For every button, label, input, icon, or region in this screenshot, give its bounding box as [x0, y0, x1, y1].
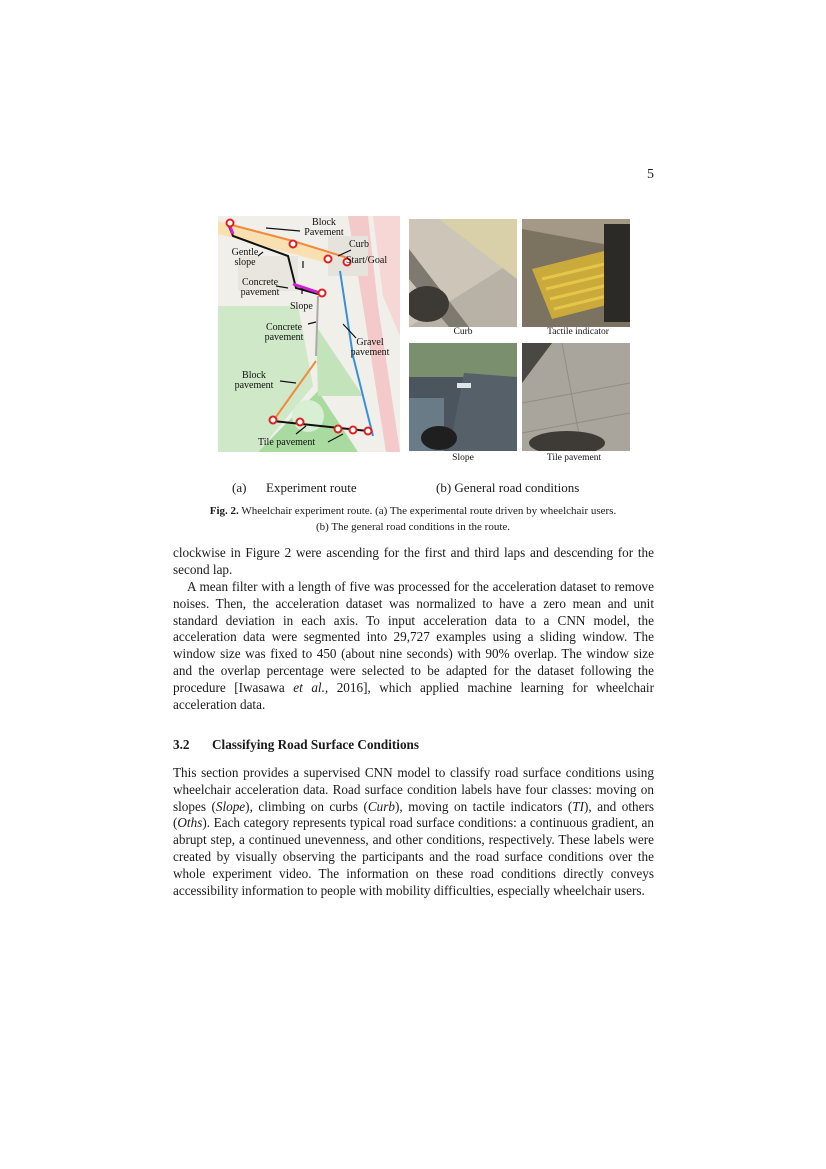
section-heading [173, 737, 419, 753]
paragraph-1: clockwise in Figure 2 were ascending for the first and third laps and descending for the second lap. [173, 545, 654, 577]
caption-curb: Curb [453, 327, 473, 337]
label-gravel-pavement: Gravel pavement [350, 337, 390, 358]
paragraph-3: This section provides a supervised CNN model to classify road surface conditions using wheelchair acceleration data. Road surface condition labels have four classes: moving on slopes (Slope), climbing on curbs (Curb), moving on tactile indicators (TI), and others (Oths). Each category represents typical road surface conditions: a continuous gradient, an abrupt step, a continued unevenness, and other conditions, respectively. These labels were created by visually observing the participants and the road surface conditions over the whole experiment video. The information on these road conditions directly conveys accessibility information to people with mobility difficulties, especially wheelchair users. [173, 765, 654, 898]
photo-tactile-indicator [522, 219, 630, 327]
photo-curb [409, 219, 517, 327]
caption-tactile-indicator: Tactile indicator [547, 327, 609, 337]
label-gentle-slope: Gentle slope [231, 247, 259, 268]
caption-slope: Slope [452, 453, 474, 463]
label-start-goal: Start/Goal [346, 255, 388, 266]
caption-tile-pavement: Tile pavement [546, 453, 602, 463]
label-curb: Curb [349, 239, 369, 250]
caption-line-2: (b) The general road conditions in the route. [315, 521, 511, 533]
label-concrete-pavement-2: Concrete pavement [264, 322, 304, 343]
paragraph-2: A mean filter with a length of five was processed for the acceleration dataset to remove noises. Then, the acceleration dataset was normalized to have a zero mean and unit standard deviation in each axis. To input acceleration data to a CNN model, the acceleration data were segmented into 29,727 examples using a sliding window. The window size was fixed to 450 (about nine seconds) with 90% overlap. The window size and the overlap percentage were selected to be adapted for the dataset following the procedure [Iwasawa et al., 2016], which applied machine learning for wheelchair acceleration data. [173, 579, 654, 712]
subcaption-a-letter: (a) [232, 480, 247, 495]
subcaption-a-text: Experiment route [266, 480, 357, 495]
section-title: Classifying Road Surface Conditions [212, 737, 420, 752]
label-slope: Slope [290, 301, 313, 312]
section-number: 3.2 [173, 737, 190, 752]
photo-slope [409, 343, 517, 451]
caption-line-1: Wheelchair experiment route. (a) The experimental route driven by wheelchair users. [241, 505, 617, 517]
label-block-pavement-top: Block Pavement [304, 217, 344, 238]
route-map [218, 216, 400, 452]
caption-label: Fig. 2. [209, 505, 239, 517]
photo-tile-pavement [522, 343, 630, 451]
label-block-pavement-bottom: Block pavement [234, 370, 274, 391]
label-concrete-pavement-1: Concrete pavement [240, 277, 280, 298]
subcaption-b: (b) General road conditions [436, 480, 580, 495]
page-number: 5 [647, 167, 654, 182]
figure-caption [178, 503, 648, 535]
label-tile-pavement: Tile pavement [258, 437, 316, 448]
